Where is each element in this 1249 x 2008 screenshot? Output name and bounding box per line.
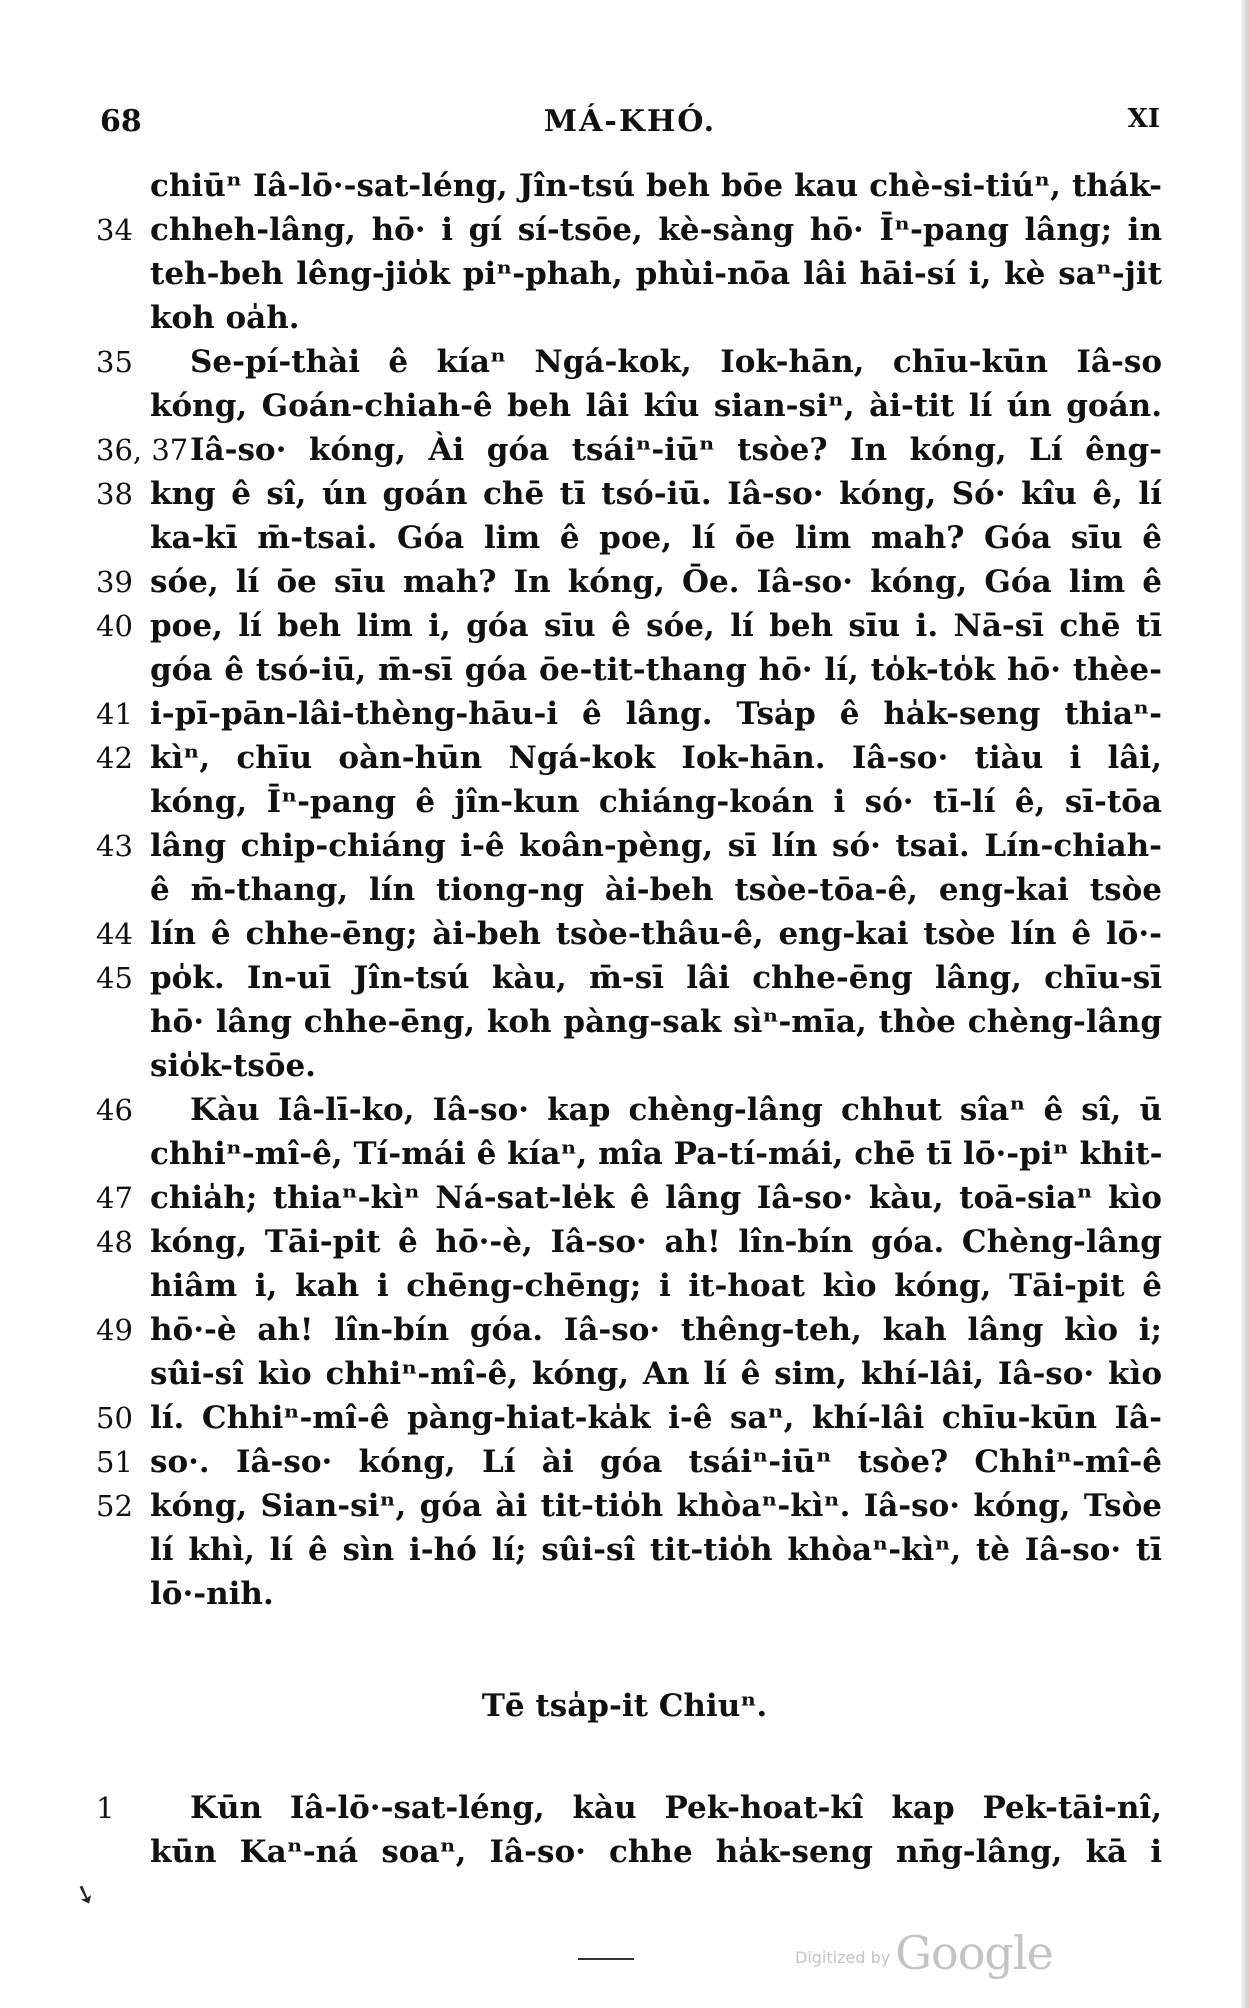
line-text: kūn Kaⁿ-ná soaⁿ, Iâ-so· chhe ha̍k-seng nn̄g-lâng, kā i bbox=[150, 1834, 1162, 1870]
line-text: sio̍k-tsōe. bbox=[150, 1048, 316, 1084]
line-text: lí khì, lí ê sìn i-hó lí; sûi-sî tit-tio̍h khòaⁿ-kìⁿ, tè Iâ-so· tī bbox=[150, 1532, 1162, 1568]
verse-number: 1 bbox=[96, 1791, 115, 1825]
watermark-brand: Google bbox=[895, 1926, 1053, 1980]
text-line bbox=[96, 780, 1162, 824]
text-line bbox=[96, 912, 1162, 956]
line-text: kng ê sî, ún goán chē tī tsó-iū. Iâ-so· kóng, Só· kîu ê, lí bbox=[150, 476, 1162, 512]
text-line bbox=[96, 824, 1162, 868]
text-line bbox=[96, 384, 1162, 428]
verse-number: 38 bbox=[96, 477, 133, 511]
line-text: Iâ-so· kóng, Ài góa tsáiⁿ-iūⁿ tsòe? In kóng, Lí êng- bbox=[190, 432, 1162, 468]
line-text: hiâm i, kah i chēng-chēng; i it-hoat kìo kóng, Tāi-pit ê bbox=[150, 1268, 1162, 1304]
line-text: sóe, lí ōe sīu mah? In kóng, Ōe. Iâ-so· kóng, Góa lim ê bbox=[150, 564, 1162, 600]
text-line bbox=[96, 956, 1162, 1000]
text-line bbox=[96, 1132, 1162, 1176]
line-text: kóng, Sian-siⁿ, góa ài tit-tio̍h khòaⁿ-kìⁿ. Iâ-so· kóng, Tsòe bbox=[150, 1488, 1162, 1524]
verse-number: 47 bbox=[96, 1181, 133, 1215]
verse-number: 49 bbox=[96, 1313, 133, 1347]
chapter-heading: Tē tsa̍p-it Chiuⁿ. bbox=[481, 1688, 768, 1724]
text-line bbox=[96, 1044, 1162, 1088]
text-line bbox=[96, 868, 1162, 912]
verse-number: 41 bbox=[96, 697, 133, 731]
verse-number: 35 bbox=[96, 345, 133, 379]
verse-number: 52 bbox=[96, 1489, 133, 1523]
footer-rule bbox=[578, 1958, 634, 1960]
line-text: ka-kī m̄-tsai. Góa lim ê poe, lí ōe lim mah? Góa sīu ê bbox=[150, 520, 1162, 556]
verse-number: 51 bbox=[96, 1445, 133, 1479]
text-line bbox=[96, 692, 1162, 736]
text-line bbox=[96, 164, 1162, 208]
running-title: MÁ-KHÓ. bbox=[543, 104, 717, 139]
line-text: sûi-sî kìo chhiⁿ-mî-ê, kóng, An lí ê sim, khí-lâi, Iâ-so· kìo bbox=[150, 1356, 1162, 1392]
verse-number: 45 bbox=[96, 961, 133, 995]
line-text: hō·-è ah! lîn-bín góa. Iâ-so· thêng-teh, kah lâng kìo i; bbox=[150, 1312, 1162, 1348]
text-line bbox=[96, 604, 1162, 648]
line-text: hō· lâng chhe-ēng, koh pàng-sak sìⁿ-mīa, thòe chèng-lâng bbox=[150, 1004, 1162, 1040]
text-line bbox=[96, 1528, 1162, 1572]
line-text: ê m̄-thang, lín tiong-ng ài-beh tsòe-tōa-ê, eng-kai tsòe bbox=[150, 872, 1162, 908]
line-text: lí. Chhiⁿ-mî-ê pàng-hiat-ka̍k i-ê saⁿ, khí-lâi chīu-kūn Iâ- bbox=[150, 1400, 1162, 1436]
text-line bbox=[96, 1484, 1162, 1528]
line-text: góa ê tsó-iū, m̄-sī góa ōe-tit-thang hō· lí, to̍k-to̍k hō· thèe- bbox=[150, 652, 1162, 688]
line-text: so·. Iâ-so· kóng, Lí ài góa tsáiⁿ-iūⁿ tsòe? Chhiⁿ-mî-ê bbox=[150, 1444, 1162, 1480]
digitized-watermark bbox=[795, 1926, 1053, 1980]
text-line bbox=[96, 472, 1162, 516]
line-text: Kūn Iâ-lō·-sat-léng, kàu Pek-hoat-kî kap Pek-tāi-nî, bbox=[190, 1790, 1162, 1826]
page-number: 68 bbox=[100, 104, 142, 139]
line-text: Kàu Iâ-lī-ko, Iâ-so· kap chèng-lâng chhut sîaⁿ ê sî, ū bbox=[190, 1092, 1162, 1128]
section-number: XI bbox=[1127, 104, 1160, 134]
verse-number: 39 bbox=[96, 565, 133, 599]
text-line bbox=[96, 1088, 1162, 1132]
text-line bbox=[96, 340, 1162, 384]
line-text: poe, lí beh lim i, góa sīu ê sóe, lí beh sīu i. Nā-sī chē tī bbox=[150, 608, 1162, 644]
line-text: chia̍h; thiaⁿ-kìⁿ Ná-sat-le̍k ê lâng Iâ-so· kàu, toā-siaⁿ kìo bbox=[150, 1180, 1162, 1216]
line-text: kóng, Goán-chiah-ê beh lâi kîu sian-siⁿ, ài-tit lí ún goán. bbox=[150, 388, 1162, 424]
line-text: kóng, Tāi-pit ê hō·-è, Iâ-so· ah! lîn-bín góa. Chèng-lâng bbox=[150, 1224, 1162, 1260]
watermark-prefix: Digitized by bbox=[795, 1948, 891, 1967]
verse-number: 40 bbox=[96, 609, 133, 643]
text-line bbox=[96, 208, 1162, 252]
text-line bbox=[96, 1000, 1162, 1044]
chapter-text bbox=[96, 1786, 1162, 1874]
page-header bbox=[100, 104, 1160, 144]
line-text: koh oa̍h. bbox=[150, 300, 300, 336]
text-line bbox=[96, 1572, 1162, 1616]
line-text: chheh-lâng, hō· i gí sí-tsōe, kè-sàng hō· Īⁿ-pang lâng; in bbox=[150, 212, 1162, 248]
text-line bbox=[96, 1396, 1162, 1440]
text-line bbox=[96, 1352, 1162, 1396]
line-text: kóng, Īⁿ-pang ê jîn-kun chiáng-koán i só· tī-lí ê, sī-tōa bbox=[150, 784, 1162, 820]
text-line bbox=[96, 648, 1162, 692]
verse-number: 50 bbox=[96, 1401, 133, 1435]
line-text: chhiⁿ-mî-ê, Tí-mái ê kíaⁿ, mîa Pa-tí-mái, chē tī lō·-piⁿ khit- bbox=[150, 1136, 1163, 1172]
text-line bbox=[96, 1830, 1162, 1874]
text-line bbox=[96, 1440, 1162, 1484]
verse-number: 48 bbox=[96, 1225, 133, 1259]
text-line bbox=[96, 1264, 1162, 1308]
margin-mark-icon: ➘ bbox=[69, 1877, 101, 1913]
verse-number: 42 bbox=[96, 741, 133, 775]
verse-number: 46 bbox=[96, 1093, 133, 1127]
line-text: po̍k. In-uī Jîn-tsú kàu, m̄-sī lâi chhe-ēng lâng, chīu-sī bbox=[150, 960, 1162, 996]
body-text bbox=[96, 164, 1162, 1616]
text-line bbox=[96, 560, 1162, 604]
line-text: Se-pí-thài ê kíaⁿ Ngá-kok, Iok-hān, chīu-kūn Iâ-so bbox=[190, 344, 1162, 380]
verse-number: 36, 37 bbox=[96, 433, 189, 467]
text-line bbox=[96, 736, 1162, 780]
line-text: i-pī-pān-lâi-thèng-hāu-i ê lâng. Tsa̍p ê ha̍k-seng thiaⁿ- bbox=[150, 696, 1162, 732]
line-text: kìⁿ, chīu oàn-hūn Ngá-kok Iok-hān. Iâ-so· tiàu i lâi, bbox=[150, 740, 1162, 776]
text-line bbox=[96, 1786, 1162, 1830]
text-line bbox=[96, 1308, 1162, 1352]
text-line bbox=[96, 1220, 1162, 1264]
line-text: chiūⁿ Iâ-lō·-sat-léng, Jîn-tsú beh bōe kau chè-si-tiúⁿ, thák- bbox=[150, 168, 1162, 204]
text-line bbox=[96, 428, 1162, 472]
verse-number: 34 bbox=[96, 213, 133, 247]
line-text: lō·-nih. bbox=[150, 1576, 274, 1612]
verse-number: 43 bbox=[96, 829, 133, 863]
text-line bbox=[96, 516, 1162, 560]
line-text: lín ê chhe-ēng; ài-beh tsòe-thâu-ê, eng-kai tsòe lín ê lō·- bbox=[150, 916, 1162, 952]
line-text: teh-beh lêng-jio̍k piⁿ-phah, phùi-nōa lâi hāi-sí i, kè saⁿ-jit bbox=[150, 256, 1162, 292]
text-line bbox=[96, 1176, 1162, 1220]
verse-number: 44 bbox=[96, 917, 133, 951]
text-line bbox=[96, 252, 1162, 296]
line-text: lâng chip-chiáng i-ê koân-pèng, sī lín só· tsai. Lín-chiah- bbox=[150, 828, 1162, 864]
text-line bbox=[96, 296, 1162, 340]
